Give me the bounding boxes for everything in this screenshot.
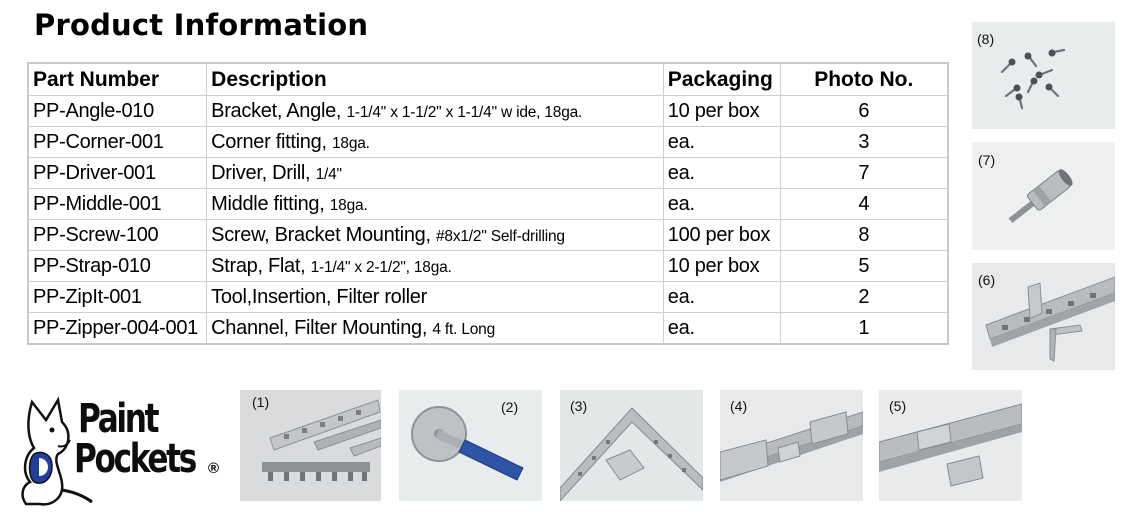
description-detail: 1/4"	[315, 165, 342, 183]
photo-number: 4	[780, 189, 948, 220]
photo-flat-strap	[879, 390, 1022, 501]
photo-label-8: (8)	[977, 31, 995, 47]
photo-label-3: (3)	[570, 398, 588, 414]
description-detail: 4 ft. Long	[432, 320, 496, 338]
header-part-number: Part Number	[28, 63, 207, 96]
description-detail: 18ga.	[331, 134, 370, 152]
description	[207, 313, 664, 345]
photo-zipper-channel	[240, 390, 381, 501]
description-main: Strap, Flat,	[211, 254, 306, 277]
table-row	[28, 313, 948, 345]
part-number: PP-Strap-010	[28, 251, 207, 282]
description-main: Driver, Drill,	[211, 161, 311, 184]
photo-driver	[972, 142, 1115, 250]
photo-number: 6	[780, 96, 948, 127]
description-main: Corner fitting,	[211, 130, 327, 153]
table-row	[28, 158, 948, 189]
description-detail: 1-1/4" x 1-1/2" x 1-1/4" w ide, 18ga.	[346, 103, 583, 121]
description-main: Middle fitting,	[211, 192, 325, 215]
packaging: ea.	[663, 158, 780, 189]
table-row	[28, 282, 948, 313]
header-description: Description	[207, 63, 664, 96]
description	[207, 127, 664, 158]
header-photo-no: Photo No.	[780, 63, 948, 96]
photo-number: 8	[780, 220, 948, 251]
part-number: PP-Corner-001	[28, 127, 207, 158]
packaging: ea.	[663, 189, 780, 220]
description	[207, 189, 664, 220]
part-number: PP-Screw-100	[28, 220, 207, 251]
description	[207, 282, 664, 313]
page-title: Product Information	[34, 8, 369, 42]
photo-label-4: (4)	[730, 398, 748, 414]
photo-insertion-tool	[399, 390, 542, 501]
paint-pockets-logo	[12, 392, 232, 512]
photo-label-2: (2)	[501, 399, 519, 415]
photo-corner-fitting	[560, 390, 703, 501]
photo-label-1: (1)	[252, 394, 270, 410]
photo-number: 1	[780, 313, 948, 345]
packaging: 10 per box	[663, 96, 780, 127]
photo-middle-fitting	[720, 390, 863, 501]
description-detail: 18ga.	[329, 196, 368, 214]
table-row	[28, 251, 948, 282]
table-row	[28, 220, 948, 251]
logo-text-pockets: Pockets	[74, 436, 195, 482]
table-row	[28, 189, 948, 220]
description-detail: 1-1/4" x 2-1/2", 18ga.	[310, 258, 452, 276]
description	[207, 96, 664, 127]
packaging: 10 per box	[663, 251, 780, 282]
photo-number: 7	[780, 158, 948, 189]
photo-label-5: (5)	[889, 398, 907, 414]
table-row	[28, 127, 948, 158]
description	[207, 158, 664, 189]
photo-number: 2	[780, 282, 948, 313]
description-main: Bracket, Angle,	[211, 99, 342, 122]
header-packaging: Packaging	[663, 63, 780, 96]
part-number: PP-Middle-001	[28, 189, 207, 220]
description	[207, 251, 664, 282]
part-number: PP-Zipper-004-001	[28, 313, 207, 345]
packaging: ea.	[663, 127, 780, 158]
logo-text-paint: Paint	[78, 396, 158, 442]
table-header-row	[28, 63, 948, 96]
part-number: PP-Angle-010	[28, 96, 207, 127]
product-table	[27, 62, 949, 345]
photo-screws	[972, 22, 1115, 129]
packaging: ea.	[663, 313, 780, 345]
photo-label-6: (6)	[978, 272, 996, 288]
photo-number: 5	[780, 251, 948, 282]
description-main: Tool,Insertion, Filter roller	[211, 285, 427, 308]
part-number: PP-ZipIt-001	[28, 282, 207, 313]
table-row	[28, 96, 948, 127]
photo-angle-bracket	[972, 263, 1115, 370]
photo-label-7: (7)	[978, 152, 996, 168]
description-detail: #8x1/2" Self-drilling	[436, 227, 565, 245]
packaging: 100 per box	[663, 220, 780, 251]
description-main: Screw, Bracket Mounting,	[211, 223, 431, 246]
registered-mark: ®	[208, 460, 220, 477]
photo-number: 3	[780, 127, 948, 158]
part-number: PP-Driver-001	[28, 158, 207, 189]
description-main: Channel, Filter Mounting,	[211, 316, 428, 339]
packaging: ea.	[663, 282, 780, 313]
insertion-tool-image	[399, 390, 542, 501]
description	[207, 220, 664, 251]
